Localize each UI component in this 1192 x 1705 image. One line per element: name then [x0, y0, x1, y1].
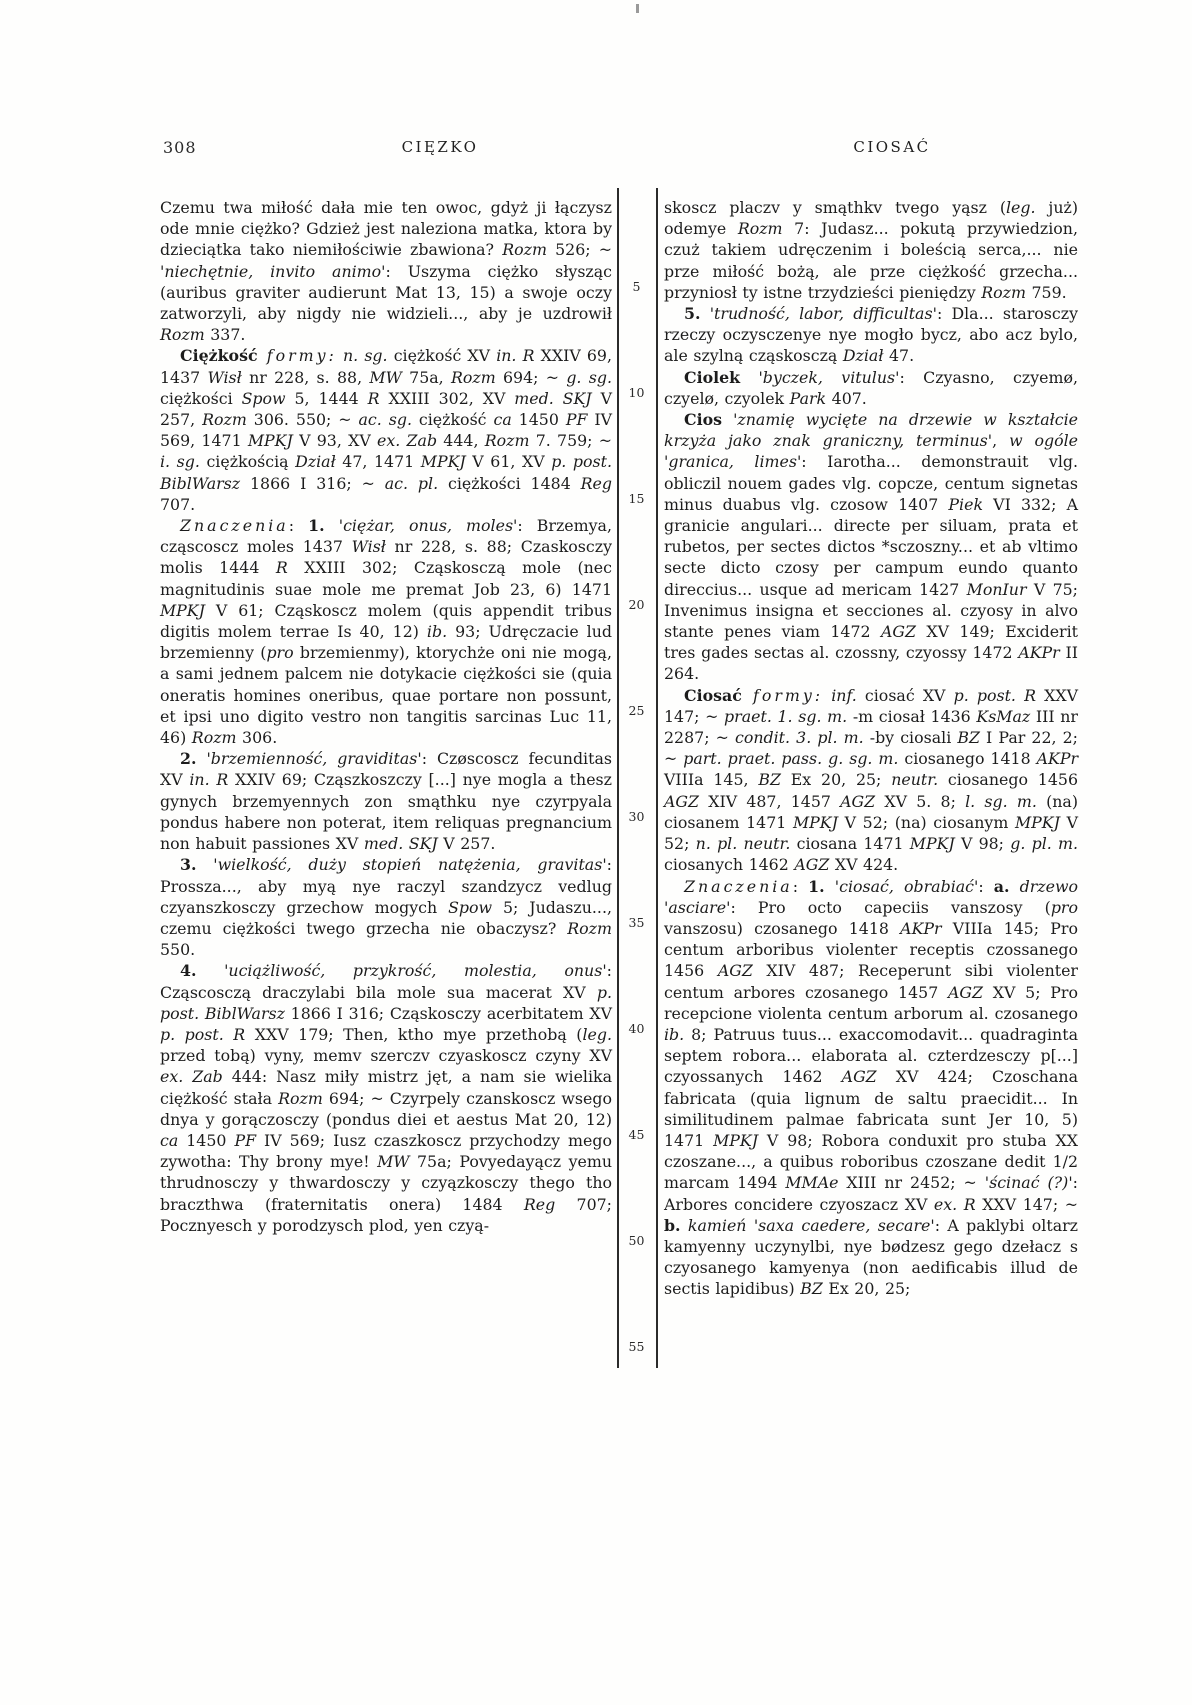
paragraph: Ciosać formy: inf. ciosać XV p. post. R XXV 147; ~ praet. 1. sg. m. -m ciosał 1436 KsMaz III nr 2287; ~ condit. 3. pl. m. -by ciosali BZ I Par 22, 2; ~ part. praet. pass. g. sg. m. ciosanego 1418 AKPr VIIIa 145, BZ Ex 20, 25; neutr. ciosanego 1456 AGZ XIV 487, 1457 AGZ XV 5. 8; l. sg. m. (na) ciosanem 1471 MPKJ V 52; (na) ciosanym MPKJ V 52; n. pl. neutr. ciosana 1471 MPKJ V 98; g. pl. m. ciosanych 1462 AGZ XV 424.: [664, 685, 1079, 875]
paragraph: 5. 'trudność, labor, difficultas': Dla... starosczy rzeczy oczysczenye nye mogło bycz, abo acz bylo, ale szylną cząskosczą Dział 47.: [664, 304, 1079, 366]
line-number: 50: [628, 1232, 645, 1248]
page-number: 308: [163, 138, 197, 157]
line-number: 40: [628, 1020, 645, 1036]
line-number: 55: [628, 1338, 645, 1354]
left-column: [160, 197, 612, 1236]
paragraph: Cios 'znamię wycięte na drzewie w kształcie krzyża jako znak graniczny, terminus', w ogóle 'granica, limes': Iarotha... demonstrauit vlg. obliczil nouem gades vlg. copcze, centum signetas minus duabus vlg. czosow 1407 Piek VI 332; A granicie angulari... directe per siluam, prata et rubetos, per sectes dictos *sczoszny... et ab vltimo secte dicto czosy per campum eundo quanto direccius... usque ad mericam 1427 MonIur V 75; Invenimus insigna et secciones al. czyosy in alvo stante penes viam 1472 AGZ XV 149; Exciderit tres gades sectas al. czossny, czyossy 1472 AKPr II 264.: [664, 410, 1079, 684]
running-head-right: CIOSAĆ: [853, 138, 931, 156]
paragraph: Znaczenia: 1. 'ciężar, onus, moles': Brzemya, cząscoscz moles 1437 Wisł nr 228, s. 88; Czaskosczy molis 1444 R XXIII 302; Cząskosczą mole (nec magnitudinis suae mole me premat Job 23, 6) 1471 MPKJ V 61; Cząskoscz molem (quis appendit tribus digitis molem terrae Is 40, 12) ib. 93; Udręczacie lud brzemienny (pro brzemienmy), ktorychże oni nie mogą, a sami jednem palcem nie dotykacie ciężkości sie (quia oneratis homines oneribus, quae portare non possunt, et ipsi uno digito vestro non tangitis sarcinas Luc 11, 46) Rozm 306.: [160, 516, 612, 748]
line-number: 35: [628, 914, 645, 930]
paragraph: 4. 'uciążliwość, przykrość, molestia, onus': Cząscosczą draczylabi bila mole sua macerat XV p. post. BiblWarsz 1866 I 316; Cząskosczy acerbitatem XV p. post. R XXV 179; Then, ktho mye przethobą (leg. przed tobą) vyny, memv szerczv czyaskoscz czyny XV ex. Zab 444: Nasz miły mistrz jęt, a nam sie wielika ciężkość stała Rozm 694; ~ Czyrpely czanskoscz wsego dnya y gorączosczy (pondus diei et aestus Mat 20, 12) ca 1450 PF IV 569; Iusz czaszkoscz przychodzy mego zywotha: Thy brony mye! MW 75a; Povyedayącz yemu thrudnosczy y thwardosczy y czyązkosczy thego tho braczthwa (fraternitatis onera) 1484 Reg 707; Pocznyesch y porodzysch plod, yen czyą-: [160, 961, 613, 1235]
line-number: 15: [628, 490, 645, 506]
line-number-gutter: [617, 0, 656, 1705]
paragraph: Ciolek 'byczek, vitulus': Czyasno, czyemø, czyelø, czyolek Park 407.: [664, 367, 1078, 408]
column-divider-right-rule: [656, 188, 658, 1368]
paragraph: Ciężkość formy: n. sg. ciężkość XV in. R XXIV 69, 1437 Wisł nr 228, s. 88, MW 75a, Rozm 694; ~ g. sg. ciężkości Spow 5, 1444 R XXIII 302, XV med. SKJ V 257, Rozm 306. 550; ~ ac. sg. ciężkość ca 1450 PF IV 569, 1471 MPKJ V 93, XV ex. Zab 444, Rozm 7. 759; ~ i. sg. ciężkością Dział 47, 1471 MPKJ V 61, XV p. post. BiblWarsz 1866 I 316; ~ ac. pl. ciężkości 1484 Reg 707.: [160, 346, 613, 514]
line-number: 20: [628, 596, 645, 612]
line-number: 10: [628, 384, 645, 400]
paragraph: Znaczenia: 1. 'ciosać, obrabiać': a. drzewo 'asciare': Pro octo capeciis vanszosy (pro vanszosu) czosanego 1418 AKPr VIIIa 145; Pro centum arboribus violenter receptis czossanego 1456 AGZ XIV 487; Receperunt sibi violenter centum arbores czosanego 1457 AGZ XV 5; Pro recepcione violenta centum arborum al. czosanego ib. 8; Patruus tuus... exaccomodavit... quadraginta septem robora... elaborata al. czterdzesczy p[...] czyossanych 1462 AGZ XV 424; Czoschana fabricata (quia lignum de saltu praecidit... In similitudinem palmae fabricata sunt Jer 10, 5) 1471 MPKJ V 98; Robora conduxit pro stuba XX czoszane..., a quibus roboribus czoszane dedit 1/2 marcam 1494 MMAe XIII nr 2452; ~ 'ścinać (?)': Arbores concidere czyoszacz XV ex. R XXV 147; ~ b. kamień 'saxa caedere, secare': A paklybi oltarz kamyenny uczynylbi, nye bødzesz gego dzełacz s czyosanego kamyenya (non aedificabis illud de sectis lapidibus) BZ Ex 20, 25;: [664, 876, 1078, 1299]
line-number: 25: [628, 702, 645, 718]
paragraph: 3. 'wielkość, duży stopień natężenia, gravitas': Prossza..., aby myą nye raczyl szandzycz vedlug czyanszkosczy grzechow mogych Spow 5; Judaszu..., czemu ciężkości twego grzecha nie obaczysz? Rozm 550.: [160, 855, 612, 960]
right-column: [664, 197, 1078, 1300]
paragraph: skoscz placzv y smąthkv tvego yąsz (leg. już) odemye Rozm 7: Judasz... pokutą przywiedzion, czuż takiem udręczenim i boleścią serca,... nie prze miłość bożą, ale prze ciężkość grzecha... przyniosł ty istne trzydzieści pieniędzy Rozm 759.: [664, 198, 1078, 302]
paragraph: 2. 'brzemienność, graviditas': Czøscoscz fecunditas XV in. R XXIV 69; Cząszkoszczy [...] nye mogla a thesz gynych brzemyennych zon smąthku nye czyrpyala pondus habere non poterat, item reliquas pregnancium non habuit passiones XV med. SKJ V 257.: [160, 749, 612, 854]
line-number: 5: [632, 278, 641, 294]
running-head-left: CIĘZKO: [401, 138, 479, 156]
line-number: 45: [628, 1126, 645, 1142]
paragraph: Czemu twa miłość dała mie ten owoc, gdyż ji łączysz ode mnie ciężko? Gdzież jest naleziona matka, ktora by dzieciątka tako niemiłościwie zbawiona? Rozm 526; ~ 'niechętnie, invito animo': Uszyma ciężko słysząc (auribus graviter audierunt Mat 13, 15) a swoje oczy zatworzyli, aby nigdy nie widzieli..., aby je uzdrowił Rozm 337.: [160, 198, 613, 345]
line-number: 30: [628, 808, 645, 824]
